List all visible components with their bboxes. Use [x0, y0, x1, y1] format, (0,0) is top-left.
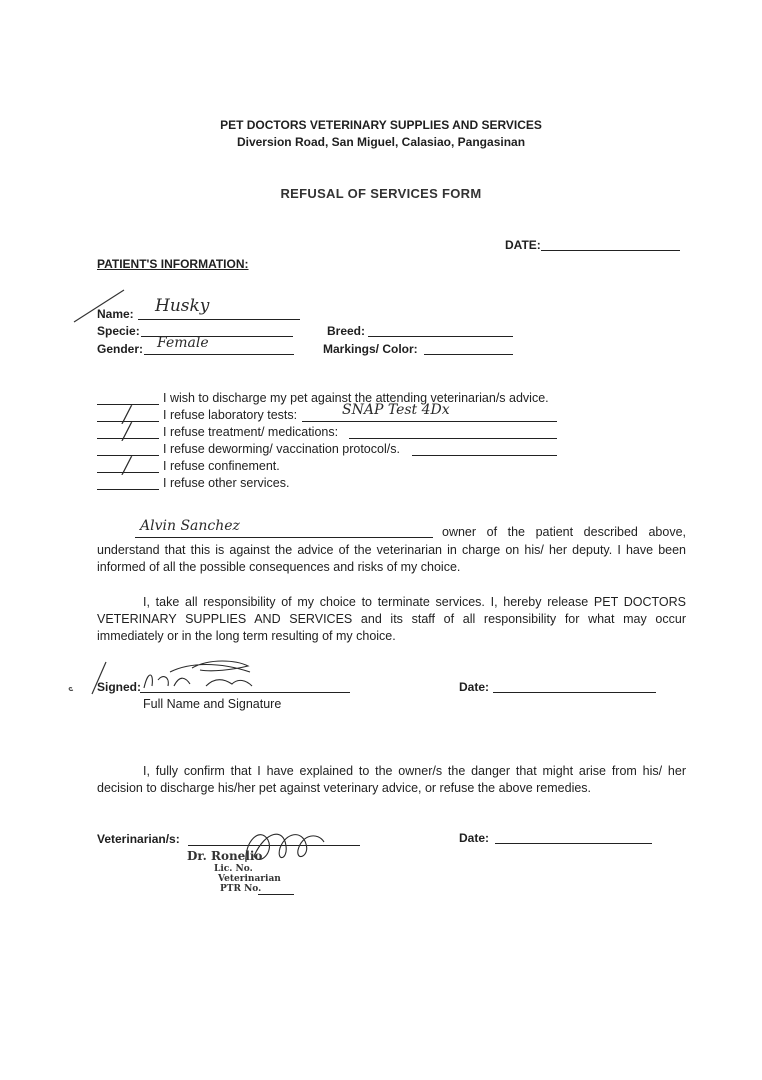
refusal-text: I refuse laboratory tests:	[163, 408, 298, 422]
form-title: REFUSAL OF SERVICES FORM	[280, 186, 482, 201]
breed-field-line[interactable]	[368, 336, 513, 337]
owner-statement-1: owner of the patient described above,	[442, 525, 686, 539]
refusal-text: I wish to discharge my pet against the attending veterinarian/s advice.	[163, 391, 549, 405]
gender-handwritten: Female	[157, 335, 209, 351]
refusal-detail-line[interactable]	[349, 438, 557, 439]
full-name-signature-caption: Full Name and Signature	[143, 697, 282, 711]
date-field-line[interactable]	[541, 250, 680, 251]
markings-label: Markings/ Color:	[323, 342, 418, 356]
name-handwritten: Husky	[155, 296, 210, 316]
confirmation-paragraph: I, fully confirm that I have explained to the owner/s the danger that might arise from his/ her decision to discharge his/her pet against veterinary advice, or refuse the above remedies.	[97, 764, 686, 795]
refusal-text: I refuse deworming/ vaccination protocol/s.	[163, 442, 400, 456]
stamp-vet-name: Dr. Ronelio	[187, 849, 263, 863]
refusal-text: I refuse other services.	[163, 476, 290, 490]
name-label: Name:	[97, 307, 134, 321]
name-field-line[interactable]	[138, 319, 300, 320]
company-address: Diversion Road, San Miguel, Calasiao, Pangasinan	[236, 135, 526, 149]
signed-label: Signed:	[97, 680, 141, 694]
breed-label: Breed:	[327, 324, 366, 338]
check-mark-icon: ╱	[122, 422, 132, 441]
vet-date-line[interactable]	[495, 843, 652, 844]
check-mark-icon: ╱	[122, 456, 132, 475]
stamp-license: Lic. No.	[214, 864, 253, 874]
gender-field-line[interactable]	[144, 354, 294, 355]
company-name: PET DOCTORS VETERINARY SUPPLIES AND SERVICES	[220, 118, 542, 132]
stamp-title: Veterinarian	[218, 874, 281, 884]
signed-date-label: Date:	[459, 680, 490, 694]
refusal-detail-line[interactable]	[412, 455, 557, 456]
specie-label: Specie:	[97, 324, 140, 338]
patient-info-heading: PATIENT'S INFORMATION:	[97, 257, 249, 271]
refusal-detail-line[interactable]	[302, 421, 557, 422]
owner-name-line[interactable]	[135, 537, 433, 538]
gender-label: Gender:	[97, 342, 144, 356]
veterinarian-label: Veterinarian/s:	[97, 832, 180, 846]
responsibility-paragraph: I, take all responsibility of my choice to terminate services. I, hereby release PET DOCTORS VETERINARY SUPPLIES AND SERVICES and its staff of all responsibility for what may occur immediately or in the long term resulting of my choice.	[97, 595, 686, 643]
stamp-ptr-line	[258, 894, 294, 895]
owner-name-handwritten: Alvin Sanchez	[140, 518, 240, 534]
vet-date-label: Date:	[459, 831, 490, 845]
markings-field-line[interactable]	[424, 354, 513, 355]
owner-statement-2: understand that this is against the advice of the veterinarian in charge on his/ her deputy. I have been informed of all the possible consequences and risks of my choice.	[97, 543, 686, 574]
owner-signature	[140, 650, 270, 695]
refusal-text: I refuse confinement.	[163, 459, 280, 473]
refusal-detail-handwritten: SNAP Test 4Dx	[342, 402, 450, 418]
stamp-ptr: PTR No.	[220, 884, 262, 894]
refusal-text: I refuse treatment/ medications:	[163, 425, 339, 439]
check-mark-icon: ╱	[122, 405, 132, 424]
refusal-checkbox-line[interactable]	[97, 489, 159, 490]
signed-date-line[interactable]	[493, 692, 656, 693]
date-label: DATE:	[505, 238, 541, 252]
